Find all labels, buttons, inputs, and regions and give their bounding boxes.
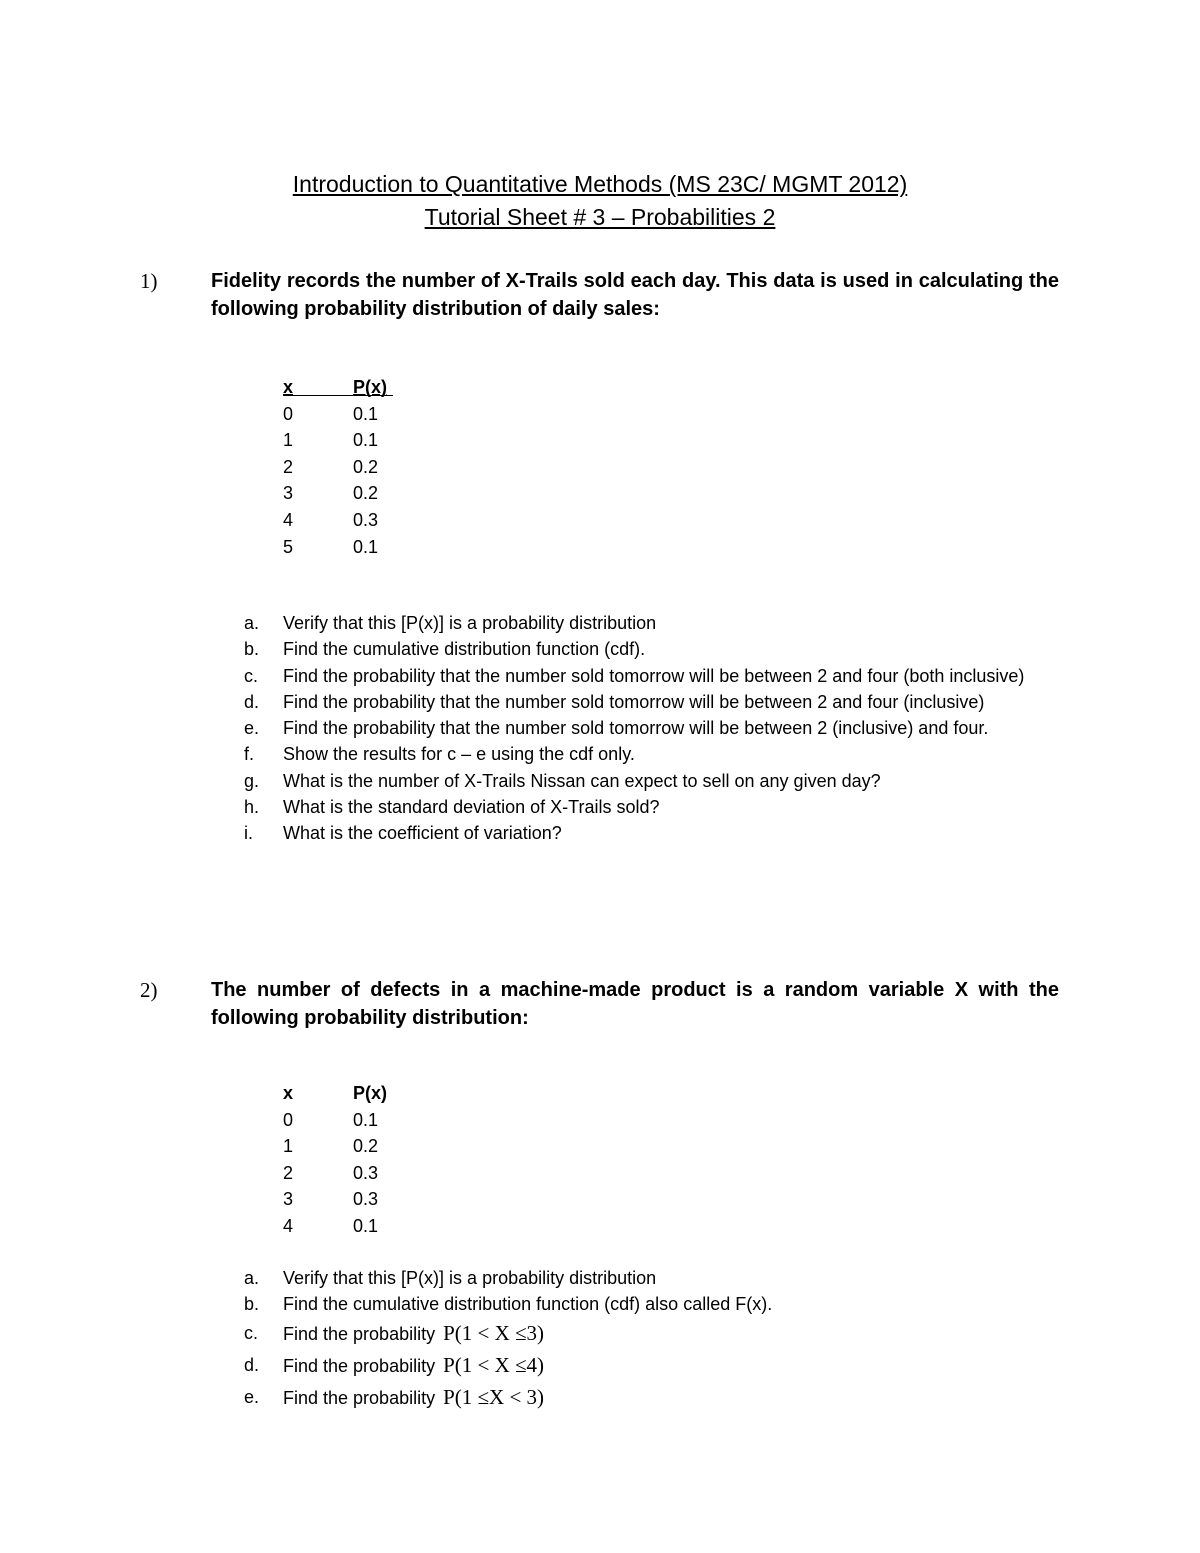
cell-px: 0.2	[353, 483, 379, 504]
item-text: Verify that this [P(x)] is a probability distribution	[283, 613, 657, 633]
list-item	[244, 610, 1044, 636]
item-text: What is the standard deviation of X-Trails sold?	[283, 797, 660, 818]
item-text: Verify that this [P(x)] is a probability distribution	[283, 1268, 657, 1288]
table-row	[283, 1186, 393, 1213]
cell-x: 0	[283, 403, 294, 424]
list-item	[244, 1318, 1044, 1350]
item-text: Find the cumulative distribution function (cdf) also called F(x).	[283, 1294, 773, 1315]
item-label: i.	[244, 823, 253, 844]
cell-x: 4	[283, 509, 294, 530]
table-row	[283, 507, 393, 534]
q2-parts-list	[244, 1265, 1044, 1414]
cell-x: 2	[283, 1162, 294, 1183]
cell-x: 1	[283, 1136, 294, 1157]
cell-px: 0.1	[353, 1109, 379, 1130]
table-header-row	[283, 374, 393, 401]
header-px: P(x)	[353, 377, 388, 397]
q1-distribution-table	[283, 374, 393, 560]
item-text: Find the probability that the number sold tomorrow will be between 2 and four (both inclusive)	[283, 665, 1025, 686]
item-label: f.	[244, 744, 255, 765]
header-x: x	[283, 377, 294, 397]
cell-x: 4	[283, 1215, 294, 1236]
table-row	[283, 1107, 393, 1134]
list-item	[244, 689, 1044, 715]
table-row	[283, 1213, 393, 1240]
item-text: Find the probability	[283, 1355, 436, 1376]
item-text: Find the probability	[283, 1387, 436, 1408]
item-text: Show the results for c – e using the cdf only.	[283, 744, 635, 765]
item-label: c.	[244, 1322, 259, 1343]
question-1-number: 1)	[140, 269, 158, 293]
item-text: Find the cumulative distribution function (cdf).	[283, 639, 646, 660]
list-item	[244, 1350, 1044, 1382]
header-px: P(x)	[353, 1083, 388, 1103]
table-header-row	[283, 1080, 393, 1107]
question-1-text: Fidelity records the number of X-Trails sold each day. This data is used in calculating the following probability distribution of daily sales:	[211, 270, 1059, 320]
list-item	[244, 1382, 1044, 1414]
item-label: c.	[244, 665, 259, 686]
table-row	[283, 427, 393, 454]
math-expression: P(1 < X ≤3)	[443, 1320, 545, 1345]
list-item	[244, 1265, 1044, 1291]
item-text: What is the coefficient of variation?	[283, 823, 562, 844]
list-item	[244, 663, 1044, 689]
list-item	[244, 741, 1044, 767]
table-row	[283, 454, 393, 481]
q2-distribution-table	[283, 1080, 393, 1240]
cell-x: 2	[283, 456, 294, 477]
item-text: Find the probability that the number sold tomorrow will be between 2 (inclusive) and four.	[283, 718, 989, 739]
cell-x: 5	[283, 536, 294, 557]
table-row	[283, 534, 393, 561]
q1-parts-list	[244, 610, 1044, 847]
item-text: Find the probability that the number sold tomorrow will be between 2 and four (inclusive)	[283, 691, 985, 712]
question-2-number: 2)	[140, 978, 158, 1002]
cell-px: 0.3	[353, 509, 379, 530]
table-row	[283, 1160, 393, 1187]
cell-x: 0	[283, 1109, 294, 1130]
item-label: a.	[244, 613, 260, 633]
item-label: d.	[244, 691, 260, 712]
cell-px: 0.1	[353, 430, 379, 451]
item-label: h.	[244, 797, 260, 818]
math-expression: P(1 ≤X < 3)	[443, 1384, 545, 1409]
question-2-text: The number of defects in a machine-made product is a random variable X with the following probability distribution:	[211, 979, 1059, 1029]
item-label: g.	[244, 770, 260, 791]
list-item	[244, 715, 1044, 741]
list-item	[244, 820, 1044, 846]
list-item	[244, 768, 1044, 794]
cell-x: 3	[283, 1189, 294, 1210]
list-item	[244, 636, 1044, 662]
cell-px: 0.3	[353, 1162, 379, 1183]
cell-px: 0.1	[353, 536, 379, 557]
cell-px: 0.1	[353, 1215, 379, 1236]
header-x: x	[283, 1083, 294, 1103]
math-expression: P(1 < X ≤4)	[443, 1352, 545, 1377]
cell-x: 3	[283, 483, 294, 504]
cell-px: 0.1	[353, 403, 379, 424]
list-item	[244, 794, 1044, 820]
document-subtitle: Tutorial Sheet # 3 – Probabilities 2	[424, 204, 776, 230]
item-label: b.	[244, 1294, 260, 1315]
cell-px: 0.3	[353, 1189, 379, 1210]
header-underline	[283, 395, 393, 396]
cell-px: 0.2	[353, 456, 379, 477]
table-row	[283, 401, 393, 428]
item-text: What is the number of X-Trails Nissan can expect to sell on any given day?	[283, 770, 881, 791]
item-label: a.	[244, 1268, 260, 1288]
document-title: Introduction to Quantitative Methods (MS 23C/ MGMT 2012)	[292, 171, 908, 197]
table-row	[283, 1133, 393, 1160]
item-label: d.	[244, 1354, 260, 1375]
table-row	[283, 480, 393, 507]
cell-x: 1	[283, 430, 294, 451]
cell-px: 0.2	[353, 1136, 379, 1157]
item-label: e.	[244, 1386, 260, 1407]
item-label: e.	[244, 718, 260, 739]
list-item	[244, 1291, 1044, 1317]
item-label: b.	[244, 639, 260, 660]
item-text: Find the probability	[283, 1323, 436, 1344]
